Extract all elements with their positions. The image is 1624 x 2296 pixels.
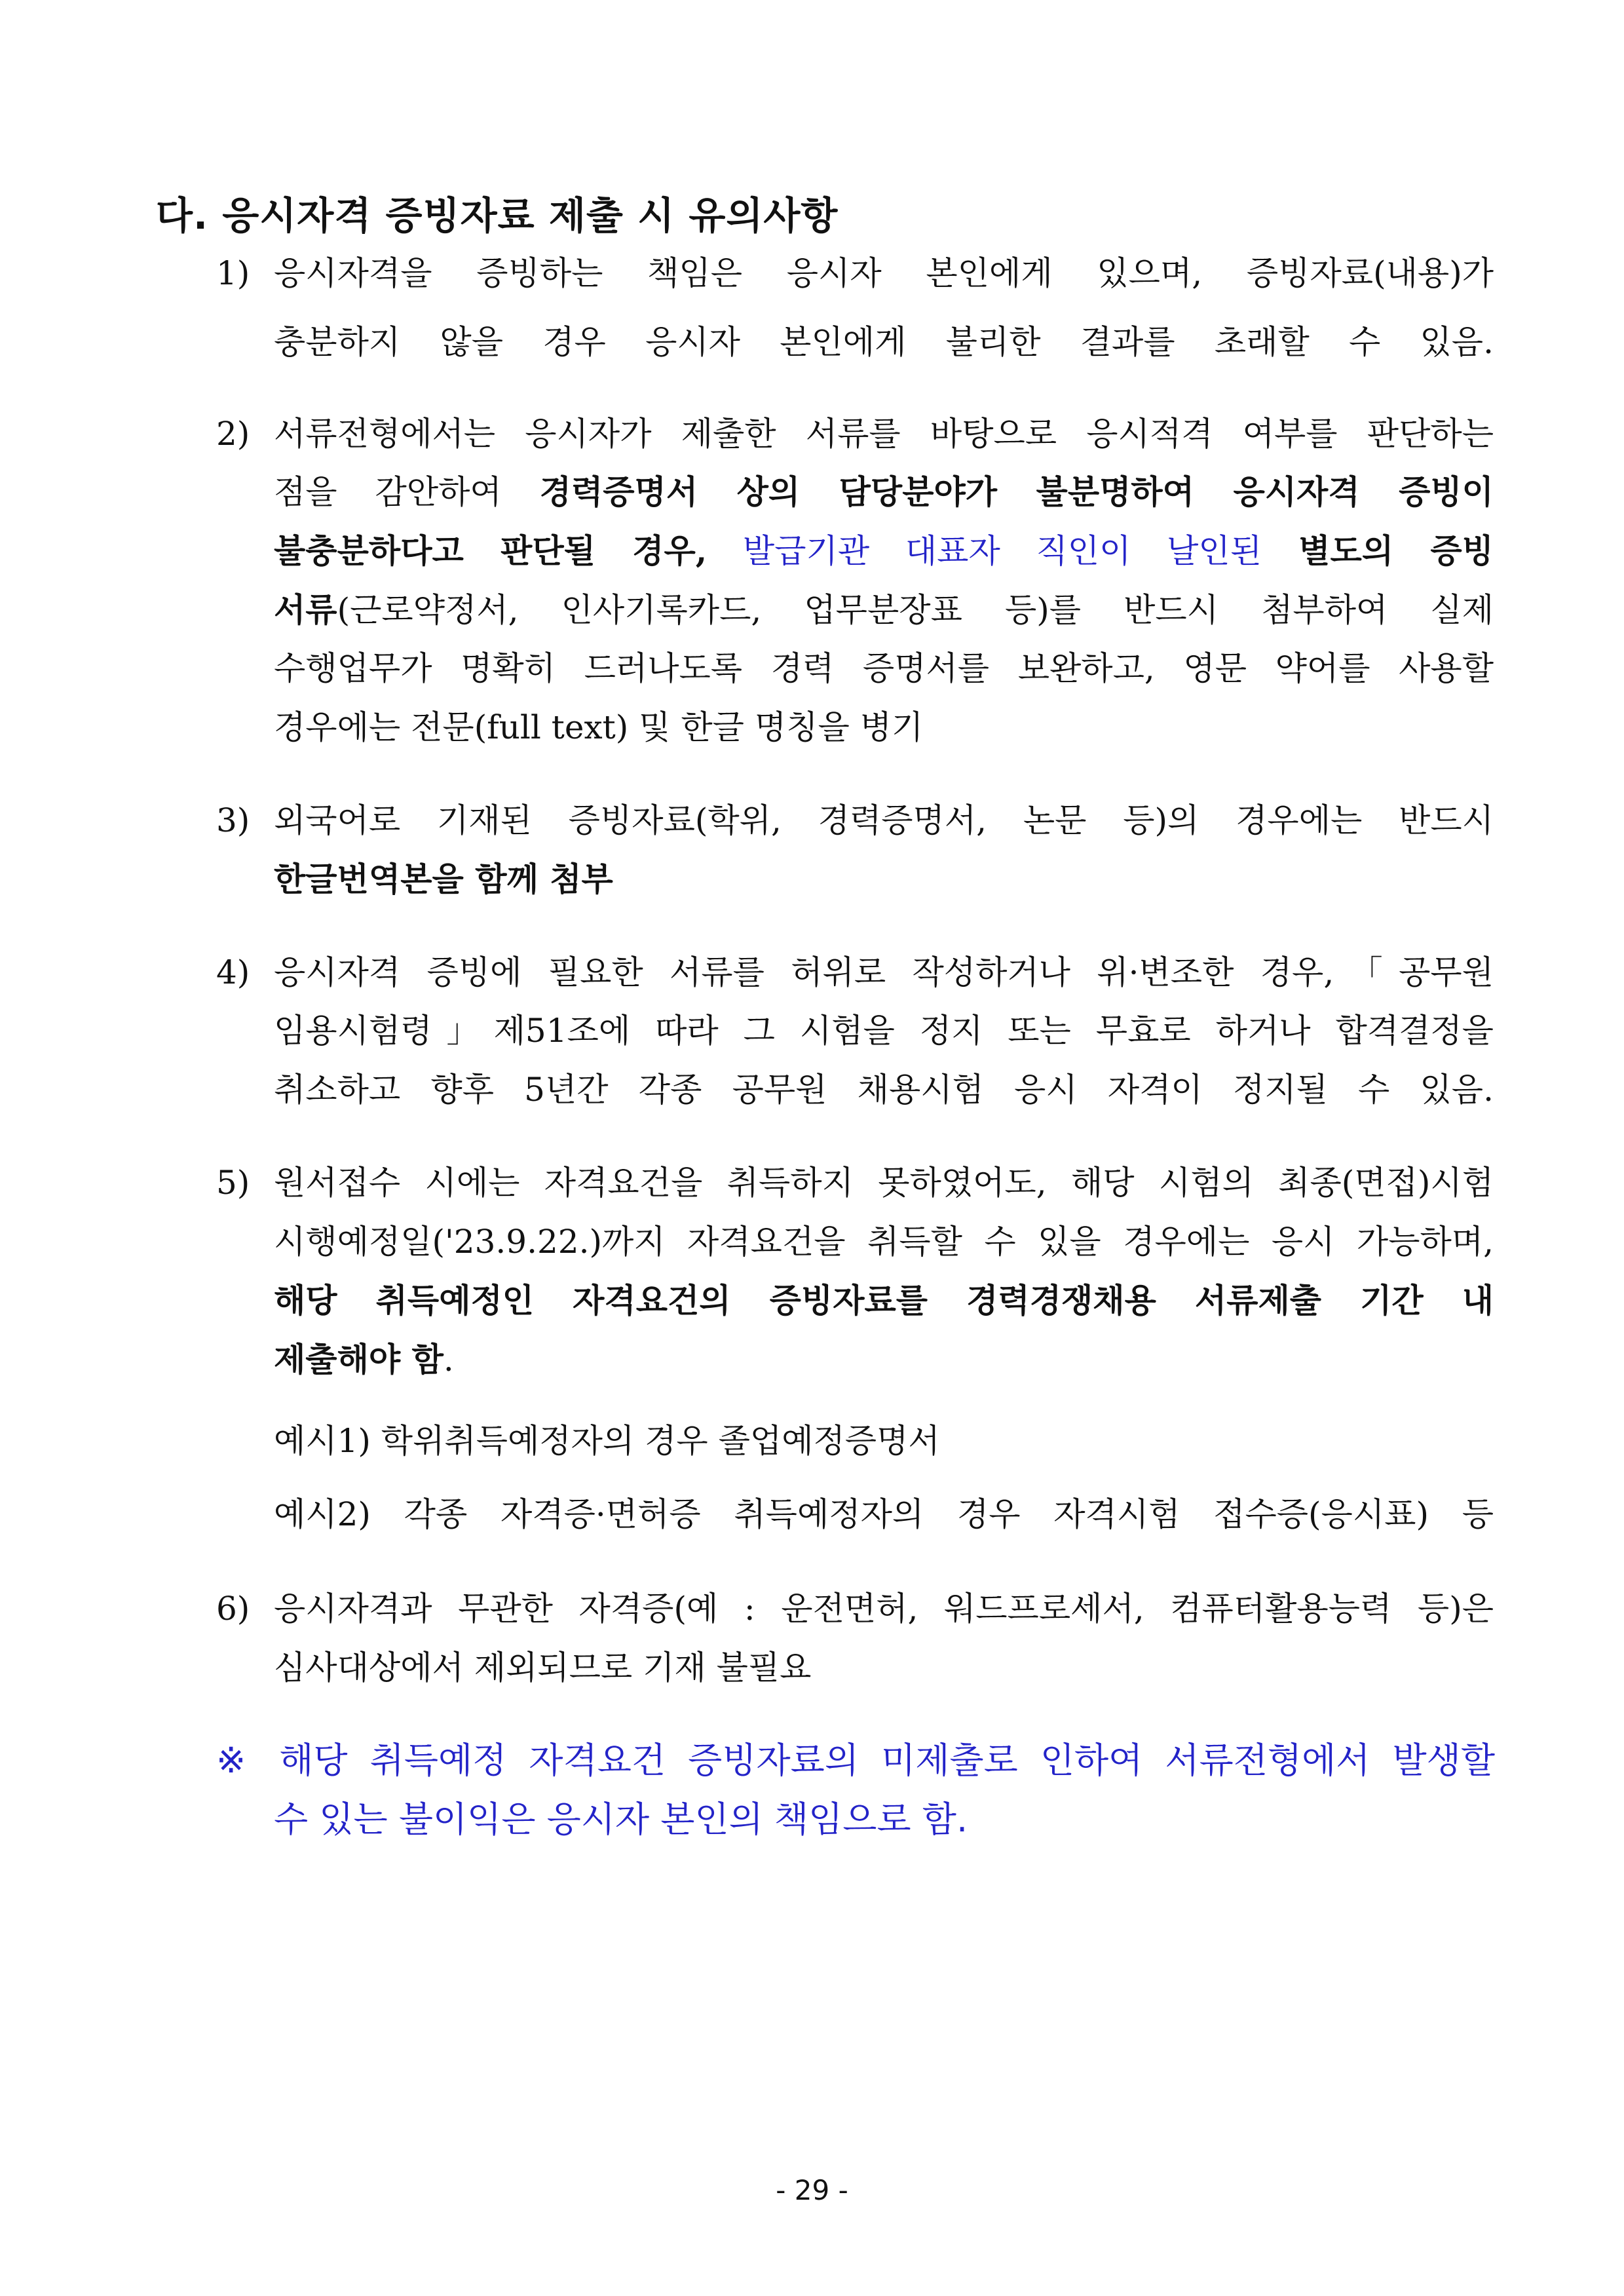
item-2-line-5: 수행업무가 명확히 드러나도록 경력 증명서를 보완하고, 영문 약어를 사용할 <box>274 649 1494 687</box>
item-6-line-1: 응시자격과 무관한 자격증(예 : 운전면허, 워드프로세서, 컴퓨터활용능력 등)은 <box>274 1590 1494 1628</box>
item-2-line-2-plain: 점을 감안하여 <box>274 473 540 511</box>
item-4-line-1: 응시자격 증빙에 필요한 서류를 허위로 작성하거나 위·변조한 경우,「공무원 <box>274 953 1494 991</box>
item-2-line-1: 서류전형에서는 응시자가 제출한 서류를 바탕으로 응시적격 여부를 판단하는 <box>274 415 1494 453</box>
item-2-line-3-bold: 불충분하다고 판단될 경우, <box>274 531 708 570</box>
item-5-line-1: 원서접수 시에는 자격요건을 취득하지 못하였어도, 해당 시험의 최종(면접)시험 <box>274 1164 1494 1202</box>
item-4-number: 4) <box>216 953 250 991</box>
item-5-line-4-period: . <box>443 1341 454 1379</box>
item-2-line-3-blue: 발급기관 대표자 직인이 날인된 <box>707 532 1262 570</box>
item-6-line-2: 심사대상에서 제외되므로 기재 불필요 <box>274 1649 812 1687</box>
item-4-line-2: 임용시험령」제51조에 따라 그 시험을 정지 또는 무효로 하거나 합격결정을 <box>274 1012 1494 1050</box>
item-1-number: 1) <box>216 254 250 292</box>
item-1-line-1: 응시자격을 증빙하는 책임은 응시자 본인에게 있으며, 증빙자료(내용)가 <box>274 254 1494 292</box>
item-6-number: 6) <box>216 1590 250 1628</box>
item-2-line-4-bold: 서류 <box>274 590 337 629</box>
note-line-2: 수 있는 불이익은 응시자 본인의 책임으로 함. <box>274 1799 968 1840</box>
item-2-line-3-bold-end: 별도의 증빙 <box>1262 531 1494 570</box>
item-5-line-3: 해당 취득예정인 자격요건의 증빙자료를 경력경쟁채용 서류제출 기간 내 <box>274 1281 1494 1320</box>
item-2-line-4-plain: (근로약정서, 인사기록카드, 업무분장표 등)를 반드시 첨부하여 실제 <box>337 591 1494 629</box>
item-2-line-6: 경우에는 전문(full text) 및 한글 명칭을 병기 <box>274 708 924 746</box>
item-3-number: 3) <box>216 801 250 839</box>
item-3-line-1: 외국어로 기재된 증빙자료(학위, 경력증명서, 논문 등)의 경우에는 반드시 <box>274 801 1494 839</box>
item-5-line-2: 시행예정일('23.9.22.)까지 자격요건을 취득할 수 있을 경우에는 응시 가능하며, <box>274 1223 1494 1261</box>
item-1-line-2: 충분하지 않을 경우 응시자 본인에게 불리한 결과를 초래할 수 있음. <box>274 323 1494 361</box>
item-5-line-4-bold: 제출해야 함 <box>274 1340 444 1379</box>
page-number: - 29 - <box>776 2174 848 2206</box>
item-4-line-3: 취소하고 향후 5년간 각종 공무원 채용시험 응시 자격이 정지될 수 있음. <box>274 1071 1494 1109</box>
item-2-number: 2) <box>216 415 250 453</box>
item-2-line-4 <box>274 590 1494 629</box>
note-line-1: ※ 해당 취득예정 자격요건 증빙자료의 미제출로 인하여 서류전형에서 발생할 <box>216 1740 1495 1781</box>
item-2-line-3 <box>274 531 1494 570</box>
item-2-line-2 <box>274 472 1494 511</box>
item-3-line-2: 한글번역본을 함께 첨부 <box>274 860 613 898</box>
item-2-line-2-bold: 경력증명서 상의 담당분야가 불분명하여 응시자격 증빙이 <box>539 472 1494 511</box>
item-5-example-2: 예시2) 각종 자격증·면허증 취득예정자의 경우 자격시험 접수증(응시표) 등 <box>274 1495 1494 1533</box>
item-5-number: 5) <box>216 1164 250 1202</box>
item-5-line-4 <box>274 1340 454 1379</box>
section-heading: 다. 응시자격 증빙자료 제출 시 유의사항 <box>156 193 839 238</box>
item-5-example-1: 예시1) 학위취득예정자의 경우 졸업예정증명서 <box>274 1422 940 1460</box>
